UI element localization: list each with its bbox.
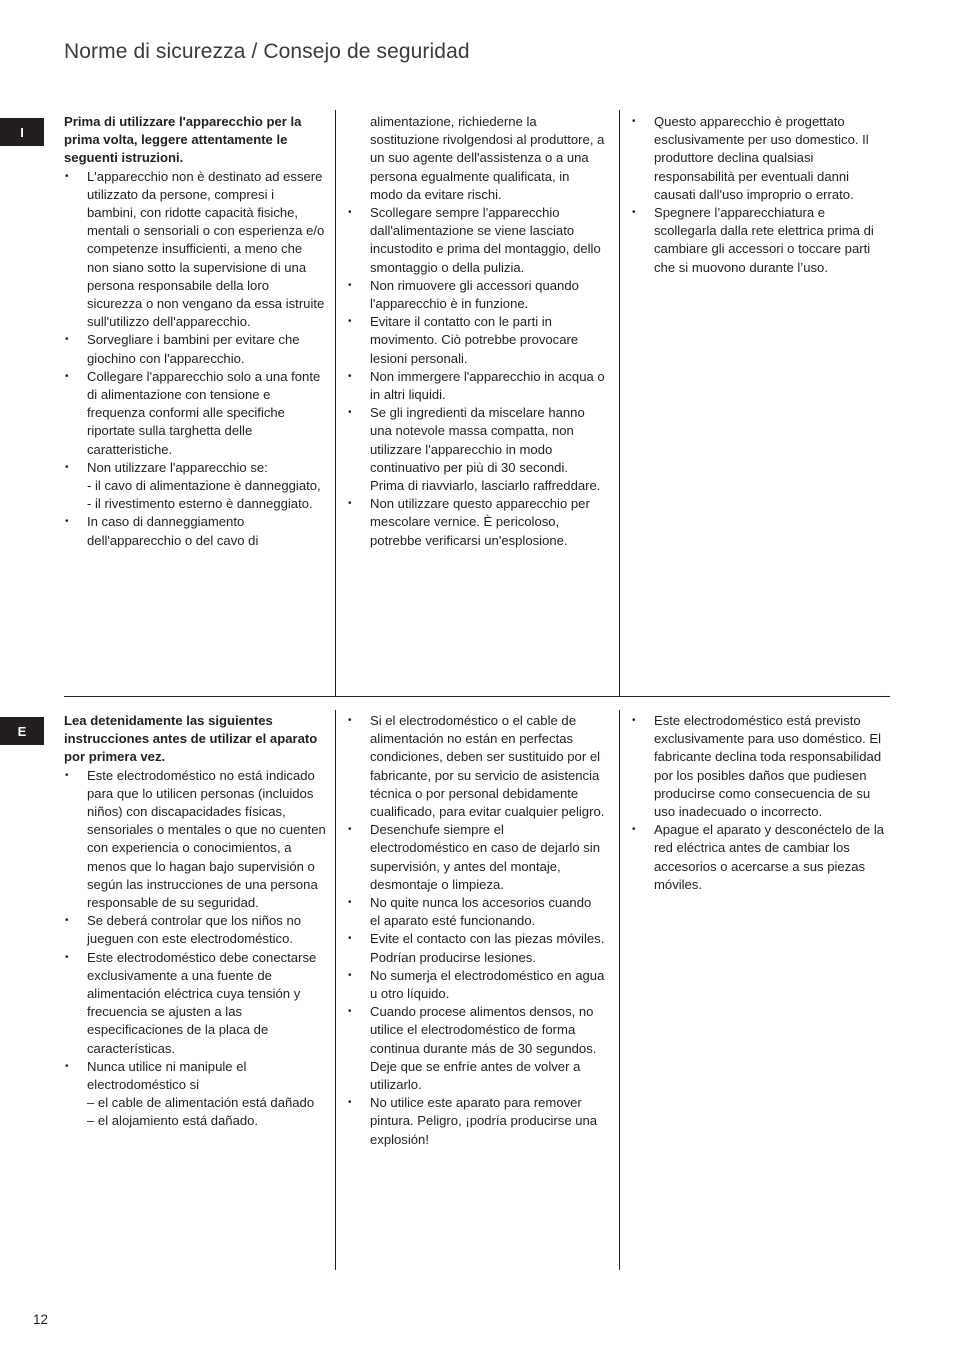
list-item: • Evitare il contatto con le parti in movimento. Ciò potrebbe provocare lesioni personali.: [347, 313, 605, 368]
list-subitem: – el alojamiento está dañado.: [87, 1113, 259, 1129]
spanish-column-2: [347, 712, 605, 1149]
list-item: • In caso di danneggiamento dell'apparecchio o del cavo di: [64, 513, 326, 549]
language-tab-italian: I: [0, 118, 44, 146]
list-item: [64, 459, 326, 514]
list-item: • Non rimuovere gli accessori quando l'apparecchio è in funzione.: [347, 277, 605, 313]
italian-intro: Prima di utilizzare l'apparecchio per la prima volta, leggere attentamente le seguenti istruzioni.: [64, 114, 302, 166]
spanish-intro: Lea detenidamente las siguientes instrucciones antes de utilizar el aparato por primera vez.: [64, 713, 318, 765]
list-item: • Este electrodoméstico está previsto exclusivamente para uso doméstico. El fabricante declina toda responsabilidad por los posibles daños que pudiesen producirse como consecuencia de su uso inadecuado o incorrecto.: [631, 712, 891, 821]
list-subitem: - il cavo di alimentazione è danneggiato,: [87, 478, 321, 494]
list-item: • Spegnere l’apparecchiatura e scollegarla dalla rete elettrica prima di cambiare gli accessori o toccare parti che si muovono durante l’uso.: [631, 204, 891, 277]
page-title: Norme di sicurezza / Consejo de seguridad: [64, 40, 470, 63]
italian-column-2: [347, 113, 605, 550]
column-divider: [619, 110, 620, 697]
column-divider: [335, 710, 336, 1270]
page-number: 12: [33, 1312, 49, 1327]
list-item: • Si el electrodoméstico o el cable de alimentación no están en perfectas condiciones, deben ser sustituido por el fabricante, por su servicio de asistencia técnica o por personal debidamente cualificado, para evitar cualquier peligro.: [347, 712, 605, 821]
list-item: • Desenchufe siempre el electrodoméstico en caso de dejarlo sin supervisión, y antes del montaje, desmontaje o limpieza.: [347, 821, 605, 894]
spanish-column-1: [64, 712, 326, 1131]
list-item: • Sorvegliare i bambini per evitare che giochino con l'apparecchio.: [64, 331, 326, 367]
list-item: • No utilice este aparato para remover pintura. Peligro, ¡podría producirse una explosión!: [347, 1094, 605, 1149]
list-item: • Apague el aparato y desconéctelo de la red eléctrica antes de cambiar los accesorios o acercarse a sus piezas móviles.: [631, 821, 891, 894]
list-item: • Collegare l'apparecchio solo a una fonte di alimentazione con tensione e frequenza conformi alle specifiche riportate sulla targhetta delle caratteristiche.: [64, 368, 326, 459]
list-item: • Non utilizzare questo apparecchio per mescolare vernice. È pericoloso, potrebbe verificarsi un'esplosione.: [347, 495, 605, 550]
language-tab-spanish: E: [0, 717, 44, 745]
italian-column-3: [631, 113, 891, 277]
column-divider: [335, 110, 336, 697]
continuation-text: alimentazione, richiederne la sostituzione rivolgendosi al produttore, a un suo agente dell'assistenza o a una persona egualmente qualificata, in modo da evitare rischi.: [370, 114, 605, 202]
list-item-lead: • Non utilizzare l'apparecchio se:: [87, 459, 268, 475]
list-item: • Se gli ingredienti da miscelare hanno una notevole massa compatta, non utilizzare l'apparecchio in modo continuativo per più di 30 secondi. Prima di riavviarlo, lasciarlo raffreddare.: [347, 404, 605, 495]
list-item: • Se deberá controlar que los niños no jueguen con este electrodoméstico.: [64, 912, 326, 948]
list-subitem: – el cable de alimentación está dañado: [87, 1095, 315, 1111]
list-item: • Non immergere l'apparecchio in acqua o in altri liquidi.: [347, 368, 605, 404]
column-divider: [619, 710, 620, 1270]
list-item: • Este electrodoméstico no está indicado para que lo utilicen personas (incluidos niños) con discapacidades físicas, sensoriales o mentales o que no cuenten con experiencia o conocimientos, a menos que lo hagan bajo supervisión o según las instrucciones de una persona responsable de su seguridad.: [64, 767, 326, 913]
list-item: [64, 1058, 326, 1131]
italian-column-1: [64, 113, 326, 550]
list-item: • No sumerja el electrodoméstico en agua u otro líquido.: [347, 967, 605, 1003]
list-item: • Scollegare sempre l'apparecchio dall'alimentazione se viene lasciato incustodito e prima del montaggio, dello smontaggio o della pulizia.: [347, 204, 605, 277]
spanish-column-3: [631, 712, 891, 894]
list-item: • No quite nunca los accesorios cuando el aparato esté funcionando.: [347, 894, 605, 930]
list-item-lead: • Nunca utilice ni manipule el electrodoméstico si: [87, 1058, 247, 1093]
list-item: • Evite el contacto con las piezas móviles. Podrían producirse lesiones.: [347, 930, 605, 966]
list-item: • Cuando procese alimentos densos, no utilice el electrodoméstico de forma continua durante más de 30 segundos. Deje que se enfríe antes de volver a utilizarlo.: [347, 1003, 605, 1094]
list-item: • L'apparecchio non è destinato ad essere utilizzato da persone, compresi i bambini, con ridotte capacità fisiche, mentali o sensoriali o con esperienza e/o competenze insufficienti, a meno che non siano sotto la supervisione di una persona responsabile della loro sicurezza o non vengano da essa istruite sull'utilizzo dell'apparecchio.: [64, 168, 326, 332]
section-divider: [64, 696, 890, 697]
list-item: • Questo apparecchio è progettato esclusivamente per uso domestico. Il produttore declina qualsiasi responsabilità per eventuali danni causati dall'uso improprio o errato.: [631, 113, 891, 204]
list-subitem: - il rivestimento esterno è danneggiato.: [87, 496, 313, 512]
list-item: • Este electrodoméstico debe conectarse exclusivamente a una fuente de alimentación eléctrica cuya tensión y frecuencia se ajusten a las especificaciones de la placa de características.: [64, 949, 326, 1058]
